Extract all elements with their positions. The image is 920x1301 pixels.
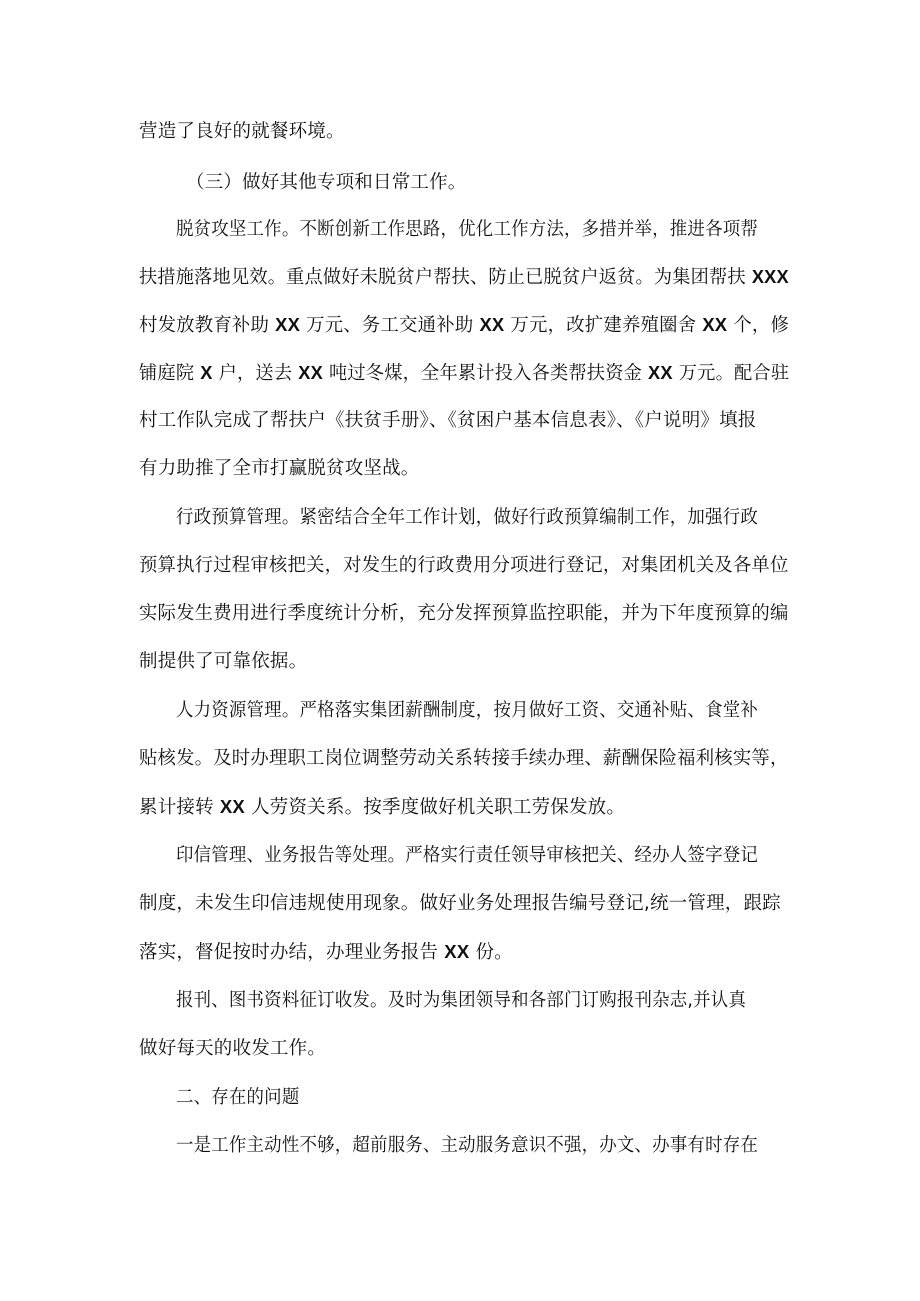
- text-line: 村发放教育补助 XX 万元、务工交通补助 XX 万元，改扩建养殖圈舍 XX 个，修: [139, 314, 790, 336]
- paragraph-start: 报刊、图书资料征订收发。及时为集团领导和各部门订购报刊杂志,并认真: [176, 990, 747, 1011]
- text-line: 做好每天的收发工作。: [139, 1038, 327, 1059]
- text-line: 落实，督促按时办结，办理业务报告 XX 份。: [139, 941, 513, 963]
- text-line: 铺庭院 X 户，送去 XX 吨过冬煤，全年累计投入各类帮扶资金 XX 万元。配合驻: [139, 362, 790, 384]
- paragraph-start: 印信管理、业务报告等处理。严格实行责任领导审核把关、经办人签字登记: [176, 845, 758, 866]
- text-line: 有力助推了全市打赢脱贫攻坚战。: [139, 458, 420, 479]
- text-line: 营造了良好的就餐环境。: [139, 121, 345, 142]
- text-line: 扶措施落地见效。重点做好未脱贫户帮扶、防止已脱贫户返贫。为集团帮扶 XXX: [139, 266, 789, 288]
- paragraph-start: 脱贫攻坚工作。不断创新工作思路，优化工作方法，多措并举，推进各项帮: [176, 219, 758, 240]
- section-heading: 二、存在的问题: [176, 1087, 300, 1108]
- text-line: 累计接转 XX 人劳资关系。按季度做好机关职工劳保发放。: [139, 796, 626, 818]
- text-line: 村工作队完成了帮扶户《扶贫手册》、《贫困户基本信息表》、《户说明》填报: [139, 410, 757, 431]
- paragraph-start: 行政预算管理。紧密结合全年工作计划，做好行政预算编制工作，加强行政: [176, 507, 758, 528]
- text-line: 制提供了可靠依据。: [139, 651, 308, 672]
- text-line: 实际发生费用进行季度统计分析，充分发挥预算监控职能，并为下年度预算的编: [139, 603, 789, 624]
- text-line: 制度，未发生印信违规使用现象。做好业务处理报告编号登记,统一管理，跟踪: [139, 893, 781, 914]
- section-heading: （三）做好其他专项和日常工作。: [186, 172, 467, 193]
- text-line: 预算执行过程审核把关，对发生的行政费用分项进行登记，对集团机关及各单位: [139, 555, 789, 576]
- text-line: 贴核发。及时办理职工岗位调整劳动关系转接手续办理、薪酬保险福利核实等，: [139, 748, 789, 769]
- paragraph-start: 人力资源管理。严格落实集团薪酬制度，按月做好工资、交通补贴、食堂补: [176, 700, 758, 721]
- paragraph-start: 一是工作主动性不够，超前服务、主动服务意识不强，办文、办事有时存在: [176, 1135, 758, 1156]
